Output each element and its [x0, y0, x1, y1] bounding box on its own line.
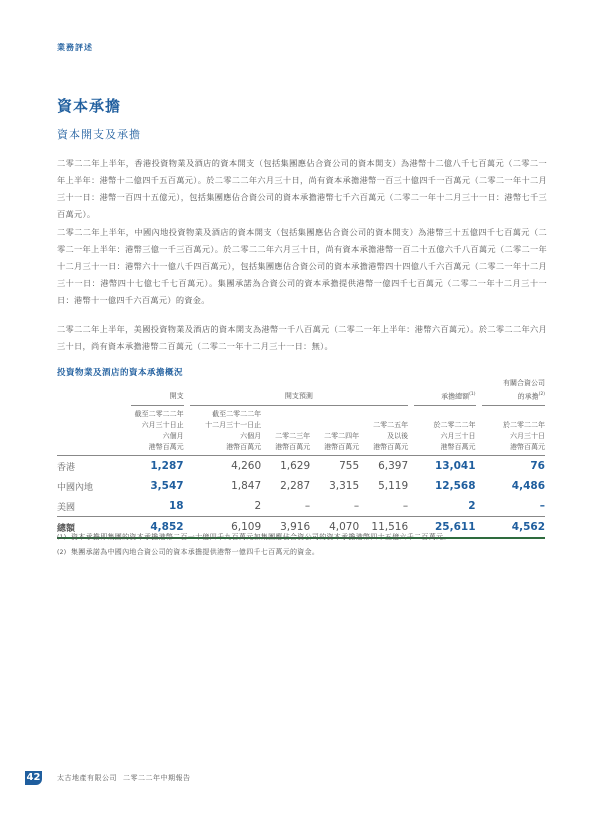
paragraph-chinese-mainland: 二零二二年上半年，中國內地投資物業及酒店的資本開支（包括集團應佔合資公司的資本開支）為港幣三十五億四千七百萬元（二零二一年上半年：港幣三億一千三百萬元）。於二零二二年六月三十日，尚有資本承擔港幣一百二十五億六千八百萬元（二零二一年十二月三十一日：港幣六十一億八千四百萬元），包括集團應佔合資公司的資本承擔港幣四十四億八千六百萬元（二零二一年十二月三十一日：港幣四十七億七千七百萬元）。集團承諾為合資公司的資本承擔提供港幣一億四千七百萬元（二零二一年十二月三十一日：港幣十一億四千六百萬元）的資金。	[57, 227, 547, 306]
paragraph-hong-kong: 二零二二年上半年，香港投資物業及酒店的資本開支（包括集團應佔合資公司的資本開支）為港幣十二億八千七百萬元（二零二一年上半年：港幣十二億四千五百萬元）。於二零二二年六月三十日，尚有資本承擔港幣一百三十億四千一百萬元（二零二一年十二月三十一日：港幣一百四十五億元），包括集團應佔合資公司的資本承擔港幣七千六百萬元（二零二一年十二月三十一日：港幣七千三百萬元）。	[57, 158, 547, 220]
page-number: 42	[26, 772, 41, 783]
group-expenditure: 開支	[131, 378, 184, 406]
footer-report: 二零二二年中期報告	[123, 774, 191, 782]
subheader-col-4: 二零二四年 港幣百萬元	[310, 406, 359, 456]
subheader-col-5: 二零二五年 及以後 港幣百萬元	[359, 406, 408, 456]
group-commitments: 承擔總額$^{(1)}$	[414, 378, 475, 406]
page-title: 資本承擔	[57, 97, 122, 115]
subheader-col-3: 二零二三年 港幣百萬元	[261, 406, 310, 456]
section-tag: 業務評述	[57, 43, 93, 52]
footnotes	[57, 530, 451, 560]
table-row: 香港 1,287 4,260 1,629 755 6,397 13,041 76	[57, 460, 545, 473]
table-row: 中國內地 3,547 1,847 2,287 3,315 5,119 12,568 4,486	[57, 480, 545, 493]
subheader-col-6: 於二零二二年 六月三十日 港幣百萬元	[414, 406, 475, 456]
footnote-1: (1) 資本承擔即集團的資本承擔港幣二百一十億四千九百萬元加集團應佔合資公司的資本承擔港幣四十五億六千二百萬元。	[57, 533, 451, 541]
subheader-col-2: 截至二零二二年 十二月三十一日止 六個月 港幣百萬元	[190, 406, 261, 456]
table-title: 投資物業及酒店的資本承擔概況	[57, 368, 184, 378]
group-header-row	[57, 378, 545, 406]
subheader-col-7: 於二零二二年 六月三十日 港幣百萬元	[482, 406, 545, 456]
table-row-total: 總額 4,852 6,109 3,916 4,070 11,516 25,611 4,562	[57, 517, 545, 539]
table-row: 美國 18 2 – – – 2 –	[57, 500, 545, 513]
footer-company: 太古地產有限公司	[57, 774, 117, 782]
group-forecast: 開支預測	[190, 378, 408, 406]
subheader-col-1: 截至二零二二年 六月三十日止 六個月 港幣百萬元	[131, 406, 184, 456]
footer-text	[57, 773, 197, 783]
section-subtitle: 資本開支及承擔	[57, 128, 141, 141]
group-jv-commitments: 有關合資公司 的承擔$^{(2)}$	[482, 378, 545, 406]
footnote-2: (2) 集團承諾為中國內地合資公司的資本承擔提供港幣一億四千七百萬元的資金。	[57, 548, 320, 556]
paragraph-usa: 二零二二年上半年，美國投資物業及酒店的資本開支為港幣一千八百萬元（二零二一年上半年：港幣六百萬元）。於二零二二年六月三十日，尚有資本承擔港幣二百萬元（二零二一年十二月三十一日：無）。	[57, 324, 547, 352]
capital-commitments-table	[57, 378, 545, 539]
subheader-row	[57, 406, 545, 456]
